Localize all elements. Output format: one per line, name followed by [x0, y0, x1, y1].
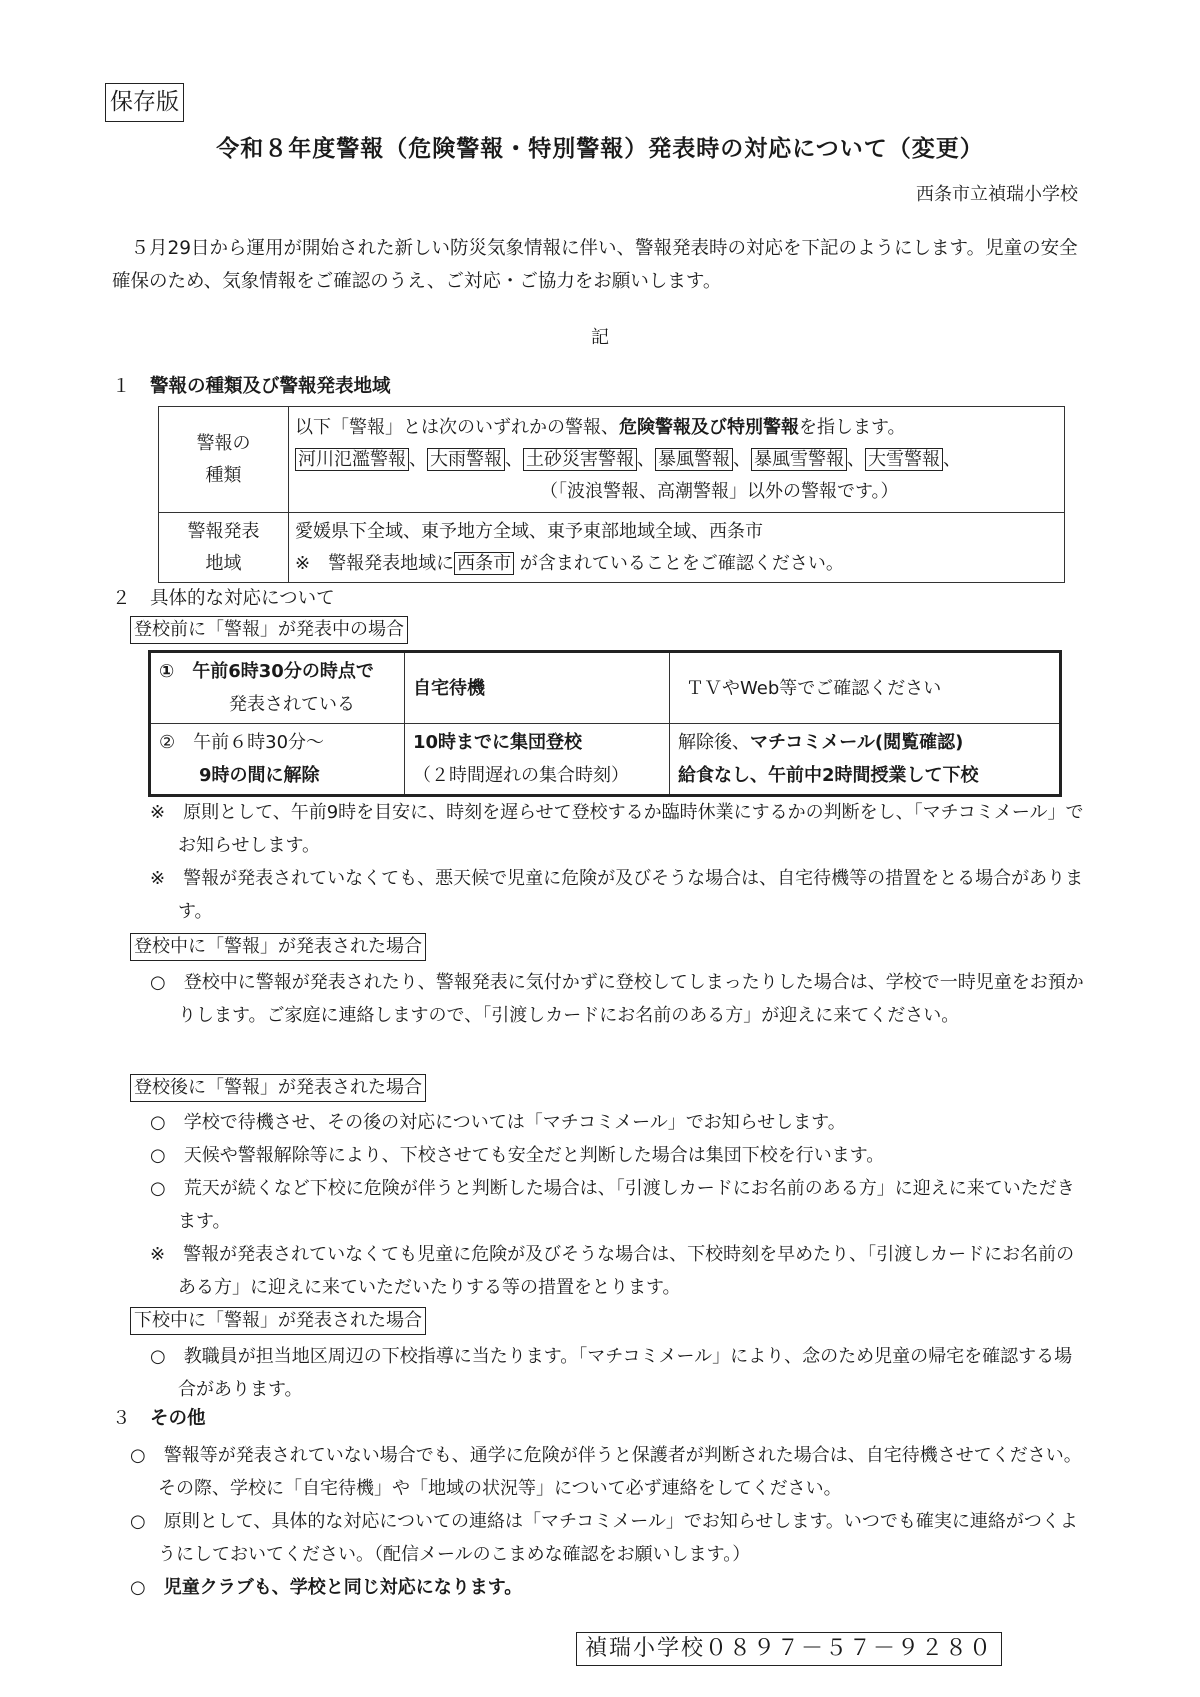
section-3-number: ３ [112, 1408, 131, 1429]
after-arrival-item: ※ 警報が発表されていなくても児童に危険が及びそうな場合は、下校時刻を早めたり、「引渡しカードにお名前のある方」に迎えに来ていただいたりする等の措置をとります。 [150, 1244, 1075, 1298]
warning-area-content [289, 513, 1065, 583]
school-phone: 禎瑞小学校０８９７－５７－９２８０ [576, 1632, 1002, 1666]
response-table [148, 650, 1062, 797]
table-cell: 10時までに集団登校 （２時間遅れの集合時刻） [405, 724, 670, 796]
subheading-during-dismissal: 下校中に「警報」が発表された場合 [130, 1307, 426, 1335]
section-1-title: 警報の種類及び警報発表地域 [150, 376, 391, 397]
subheading-after-arrival: 登校後に「警報」が発表された場合 [130, 1074, 426, 1102]
warning-item: 河川氾濫警報 [295, 448, 409, 471]
section-2-heading [112, 586, 335, 613]
commute-item: ○ 登校中に警報が発表されたり、警報発表に気付かずに登校してしまったりした場合は、学校で一時児童をお預かりします。ご家庭に連絡しますので、「引渡しカードにお名前のある方」が迎えに来てください。 [150, 972, 1084, 1026]
warning-types-line1: 以下「警報」とは次のいずれかの警報、危険警報及び特別警報を指します。 [295, 416, 906, 438]
warning-item: 大雪警報 [865, 448, 943, 471]
warning-list: 河川氾濫警報 、 大雨警報 、 土砂災害警報 、 暴風警報 、 暴風雪警報 、 大雪警報 、 [295, 444, 1058, 476]
table-cell: 解除後、マチコミメール(閲覧確認) 給食なし、午前中2時間授業して下校 [670, 724, 1061, 796]
table-cell: ② 午前６時30分～ 9時の間に解除 [150, 724, 405, 796]
note-1: ※ 原則として、午前9時を目安に、時刻を遅らせて登校するか臨時休業にするかの判断をし、「マチコミメール」でお知らせします。 [150, 802, 1084, 856]
note-2: ※ 警報が発表されていなくても、悪天候で児童に危険が及びそうな場合は、自宅待機等の措置をとる場合があります。 [150, 868, 1084, 922]
warning-area-line1: 愛媛県下全域、東予地方全域、東予東部地域全域、西条市 [295, 520, 763, 542]
other-item-bold: ○ 児童クラブも、学校と同じ対応になります。 [130, 1577, 523, 1598]
warning-item: 暴風警報 [655, 448, 733, 471]
table-cell: ＴＶやWeb等でご確認ください [670, 652, 1061, 724]
ki-heading: 記 [591, 327, 609, 348]
warning-area-label: 警報発表 地域 [159, 513, 289, 583]
warning-item: 暴風雪警報 [751, 448, 847, 471]
section-1-number: １ [112, 376, 131, 397]
warning-types-note: （「波浪警報、高潮警報」以外の警報です。） [540, 480, 899, 502]
section-3-title: その他 [150, 1408, 206, 1429]
warning-item: 土砂災害警報 [523, 448, 637, 471]
warning-item: 大雨警報 [427, 448, 505, 471]
other-item: ○ 警報等が発表されていない場合でも、通学に危険が伴うと保護者が判断された場合は、自宅待機させてください。その際、学校に「自宅待機」や「地域の状況等」について必ず連絡をしてください。 [130, 1445, 1082, 1499]
after-arrival-item: ○ 天候や警報解除等により、下校させても安全だと判断した場合は集団下校を行います。 [150, 1145, 885, 1166]
warning-types-label: 警報の 種類 [159, 407, 289, 513]
warning-area-line2: ※ 警報発表地域に 西条市 が含まれていることをご確認ください。 [295, 552, 844, 574]
table-cell: 自宅待機 [405, 652, 670, 724]
subheading-during-commute: 登校中に「警報」が発表された場合 [130, 933, 426, 961]
warning-types-table [158, 406, 1065, 583]
subheading-before-school: 登校前に「警報」が発表中の場合 [130, 616, 408, 644]
intro-paragraph: ５月29日から運用が開始された新しい防災気象情報に伴い、警報発表時の対応を下記のようにします。児童の安全確保のため、気象情報をご確認のうえ、ご対応・ご協力をお願いします。 [112, 238, 1078, 292]
other-item: ○ 原則として、具体的な対応についての連絡は「マチコミメール」でお知らせします。いつでも確実に連絡がつくようにしておいてください。（配信メールのこまめな確認をお願いします。） [130, 1511, 1078, 1565]
page-title: 令和８年度警報（危険警報・特別警報）発表時の対応について（変更） [216, 136, 984, 162]
section-2-number: ２ [112, 588, 131, 609]
warning-types-content [289, 407, 1065, 513]
section-1-heading [112, 374, 391, 401]
section-3-heading [112, 1406, 206, 1433]
table-cell: ① 午前6時30分の時点で 発表されている [150, 652, 405, 724]
table-row [150, 652, 1061, 724]
school-name: 西条市立禎瑞小学校 [916, 184, 1078, 205]
stamp-label: 保存版 [105, 83, 184, 122]
table-row [150, 724, 1061, 796]
dismissal-item: ○ 教職員が担当地区周辺の下校指導に当たります。「マチコミメール」により、念のため児童の帰宅を確認する場合があります。 [150, 1346, 1073, 1400]
after-arrival-item: ○ 荒天が続くなど下校に危険が伴うと判断した場合は、「引渡しカードにお名前のある方」に迎えに来ていただきます。 [150, 1178, 1075, 1232]
section-2-title: 具体的な対応について [150, 588, 335, 609]
after-arrival-item: ○ 学校で待機させ、その後の対応については「マチコミメール」でお知らせします。 [150, 1112, 846, 1133]
